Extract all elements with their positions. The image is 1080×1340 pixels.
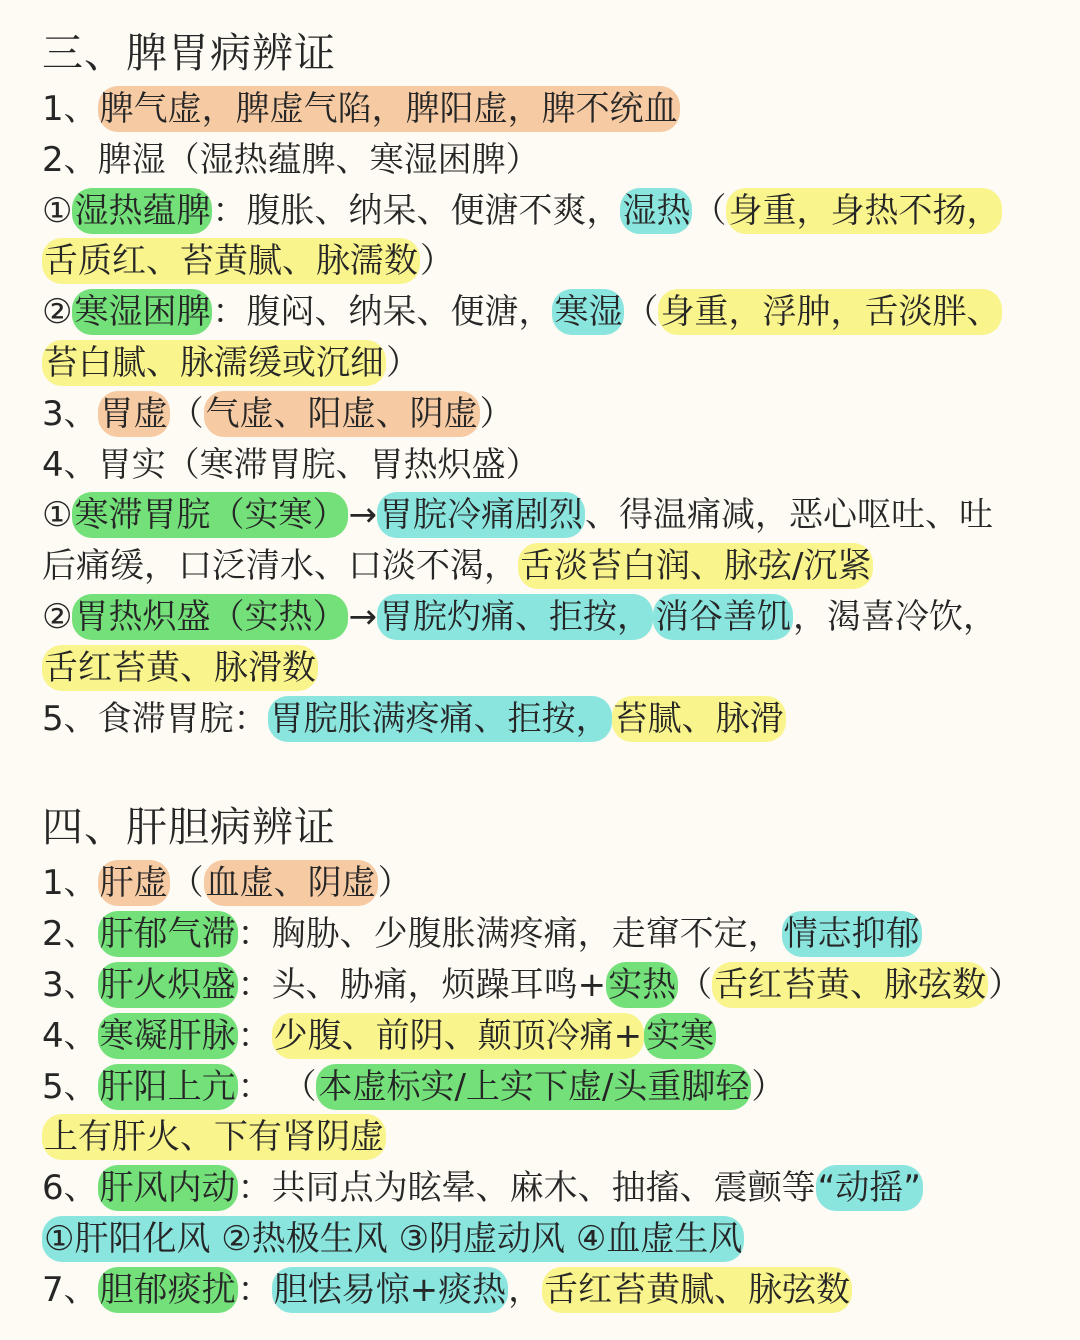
green-highlight: 胃热炽盛（实热） <box>72 594 348 640</box>
green-highlight: 肝郁气滞 <box>98 911 238 957</box>
plain-text: （ <box>678 964 713 1005</box>
plain-text: ：头、胁痛，烦躁耳鸣+ <box>237 964 607 1005</box>
plain-text: ，渴喜冷饮， <box>792 596 997 637</box>
green-highlight: 肝火炽盛 <box>98 962 238 1008</box>
cyan-highlight: “动摇” <box>816 1165 923 1211</box>
cyan-highlight: 胃脘胀满疼痛、拒按， <box>268 696 612 742</box>
plain-text: 3、 <box>42 393 98 434</box>
green-highlight: 实寒 <box>644 1013 716 1059</box>
plain-text: ： （ <box>237 1066 317 1107</box>
plain-text: 后痛缓，口泛清水、口淡不渴， <box>42 546 518 587</box>
cyan-highlight: 湿热 <box>620 188 692 234</box>
plain-text: 5、 <box>42 1066 98 1107</box>
green-highlight: 本虚标实/上实下虚/头重脚轻 <box>316 1064 751 1110</box>
green-highlight: 寒凝肝脉 <box>98 1013 238 1059</box>
text-line <box>42 1163 1072 1214</box>
text-line <box>42 643 1072 694</box>
yellow-highlight: 上有肝火、下有肾阴虚 <box>42 1114 386 1160</box>
cyan-highlight: 胃脘冷痛剧烈 <box>377 492 585 538</box>
document-body <box>42 22 1072 1316</box>
text-line <box>42 135 1072 186</box>
plain-text: 3、 <box>42 964 98 1005</box>
cyan-highlight: 消谷善饥 <box>653 594 793 640</box>
text-line <box>42 389 1072 440</box>
plain-text: 2、脾湿（湿热蕴脾、寒湿困脾） <box>42 139 540 180</box>
text-line <box>42 236 1072 287</box>
plain-text: 5、食滞胃脘： <box>42 698 268 739</box>
text-line <box>42 858 1072 909</box>
plain-text: 7、 <box>42 1269 98 1310</box>
section-spacer <box>42 744 1072 796</box>
orange-highlight: 胃虚 <box>98 391 170 437</box>
green-highlight: 湿热蕴脾 <box>72 188 212 234</box>
text-line <box>42 1011 1072 1062</box>
plain-text: ： <box>237 1015 272 1056</box>
plain-text: ：共同点为眩晕、麻木、抽搐、震颤等 <box>237 1168 816 1209</box>
plain-text: ， <box>508 1269 543 1310</box>
cyan-highlight: 寒湿 <box>552 289 624 335</box>
text-line <box>42 1214 1072 1265</box>
plain-text: → <box>348 596 377 637</box>
plain-text: 2、 <box>42 914 98 955</box>
text-line <box>42 1112 1072 1163</box>
plain-text: ② <box>42 596 73 637</box>
plain-text: ① <box>42 495 73 536</box>
text-line <box>42 960 1072 1011</box>
green-highlight: 寒滞胃脘（实寒） <box>72 492 348 538</box>
heading-text: 三、脾胃病辨证 <box>42 29 336 77</box>
yellow-highlight: 舌质红、苔黄腻、脉濡数 <box>42 238 420 284</box>
green-highlight: 寒湿困脾 <box>72 289 212 335</box>
orange-highlight: 血虚、阴虚 <box>204 860 378 906</box>
yellow-highlight: 苔白腻、脉濡缓或沉细 <box>42 340 386 386</box>
cyan-highlight: 情志抑郁 <box>782 911 922 957</box>
text-line <box>42 541 1072 592</box>
plain-text: （ <box>692 190 727 231</box>
plain-text: ：腹胀、纳呆、便溏不爽， <box>212 190 621 231</box>
yellow-highlight: 舌红苔黄、脉滑数 <box>42 645 318 691</box>
plain-text: ：胸胁、少腹胀满疼痛，走窜不定， <box>237 914 782 955</box>
orange-highlight: 肝虚 <box>98 860 170 906</box>
plain-text: 4、 <box>42 1015 98 1056</box>
section-heading <box>42 22 1072 84</box>
plain-text: （ <box>624 292 659 333</box>
plain-text: 1、 <box>42 89 98 129</box>
green-highlight: 肝阳上亢 <box>98 1064 238 1110</box>
plain-text: ： <box>237 1269 272 1310</box>
text-line <box>42 490 1072 541</box>
orange-highlight: 气虚、阳虚、阴虚 <box>204 391 480 437</box>
plain-text: ：腹闷、纳呆、便溏， <box>212 292 553 333</box>
section-heading <box>42 796 1072 858</box>
plain-text: ） <box>386 342 420 383</box>
text-line <box>42 84 1072 135</box>
plain-text: 6、 <box>42 1168 98 1209</box>
text-line <box>42 1265 1072 1316</box>
plain-text: （ <box>169 393 204 434</box>
plain-text: ② <box>42 292 73 333</box>
text-line <box>42 694 1072 745</box>
plain-text: 、得温痛减，恶心呕吐、吐 <box>584 495 993 536</box>
yellow-highlight: 舌红苔黄腻、脉弦数 <box>542 1267 852 1313</box>
text-line <box>42 909 1072 960</box>
yellow-highlight: 少腹、前阴、颠顶冷痛+ <box>272 1013 645 1059</box>
yellow-highlight: 身重，浮肿，舌淡胖、 <box>658 289 1002 335</box>
yellow-highlight: 舌淡苔白润、脉弦/沉紧 <box>518 543 873 589</box>
text-line <box>42 287 1072 338</box>
text-line <box>42 186 1072 237</box>
heading-text: 四、肝胆病辨证 <box>42 803 336 852</box>
yellow-highlight: 苔腻、脉滑 <box>612 696 786 742</box>
yellow-highlight: 舌红苔黄、脉弦数 <box>712 962 988 1008</box>
text-line <box>42 440 1072 491</box>
plain-text: 1、 <box>42 863 98 904</box>
cyan-highlight: 胆怯易惊+痰热 <box>272 1267 509 1313</box>
plain-text: （ <box>169 863 204 904</box>
orange-highlight: 脾气虚，脾虚气陷，脾阳虚，脾不统血 <box>98 86 680 132</box>
plain-text: ） <box>479 393 514 434</box>
yellow-highlight: 身重，身热不扬， <box>726 188 1002 234</box>
text-line <box>42 592 1072 643</box>
plain-text: → <box>348 495 377 536</box>
cyan-highlight: 胃脘灼痛、拒按， <box>377 594 653 640</box>
text-line <box>42 338 1072 389</box>
plain-text: ） <box>751 1066 786 1107</box>
green-highlight: 肝风内动 <box>98 1165 238 1211</box>
plain-text: ） <box>377 863 412 904</box>
text-line <box>42 1062 1072 1113</box>
plain-text: ① <box>42 190 73 231</box>
plain-text: ） <box>988 964 1023 1005</box>
green-highlight: 胆郁痰扰 <box>98 1267 238 1313</box>
plain-text: 4、胃实（寒滞胃脘、胃热炽盛） <box>42 444 540 485</box>
green-highlight: 实热 <box>606 962 678 1008</box>
cyan-highlight: ①肝阳化风 ②热极生风 ③阴虚动风 ④血虚生风 <box>42 1216 744 1262</box>
plain-text: ） <box>420 241 454 282</box>
